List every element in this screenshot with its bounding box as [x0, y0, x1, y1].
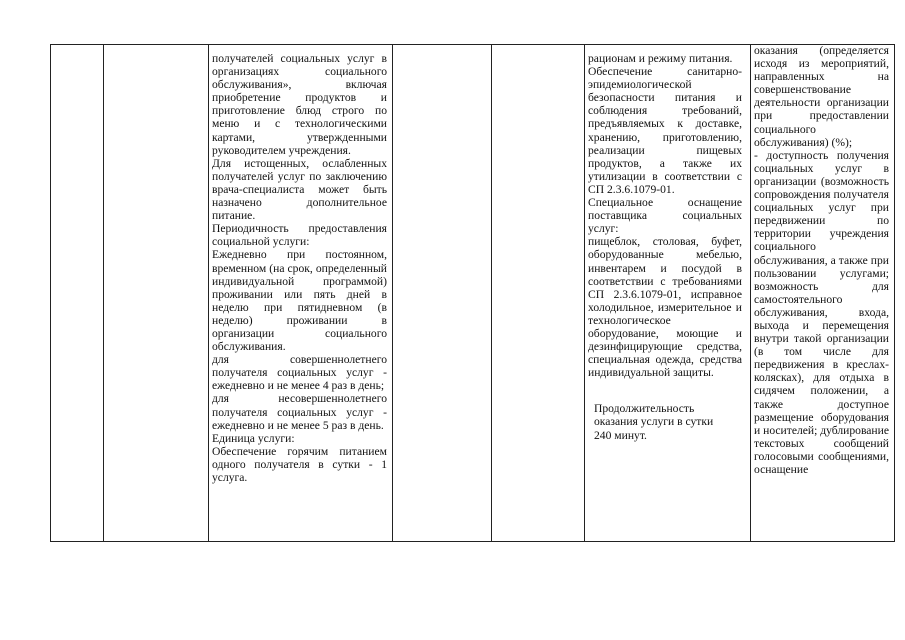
- duration-text: Продолжительность оказания услуги в сутки 240 минут.: [594, 402, 714, 442]
- column-divider-5: [584, 44, 585, 541]
- conditions-paragraph: рационам и режиму питания.: [588, 52, 733, 65]
- quality-indicators-cell: [754, 44, 889, 476]
- description-paragraph: получателей социальных услуг в организациях социального обслуживания», включая приобретение продуктов и приготовление блюд строго по меню и с технологическими картами, утвержденными руководителем учреждения.: [212, 52, 387, 157]
- periodicity-heading: Периодичность предоставления социальной услуги:: [212, 222, 387, 249]
- spacer: [588, 379, 742, 392]
- description-paragraph: Ежедневно при постоянном, временном (на срок, определенный индивидуальной программой) проживании или пять дней в неделю при пятидневном (в неделю) проживании в организации социального обслуживания.: [212, 248, 387, 354]
- service-description-cell: [212, 52, 387, 484]
- column-divider-3: [392, 44, 393, 541]
- conditions-cell: [588, 52, 742, 442]
- table-border-left: [50, 44, 51, 541]
- indicator-paragraph: - доступность получения социальных услуг в организации (возможность сопровождения получателя социальных услуг при передвижении по территории учреждения социального обслуживания, а также при пользовании услугами; возможность для самостоятельного обслуживания, входа, выхода и перемещения внутри такой организации (в том числе для передвижения в креслах-колясках), для отдыха в сидячем положении, а также доступное размещение оборудования и носителей; дублирование текстовых сообщений голосовыми сообщениями, оснащение: [754, 148, 889, 476]
- column-divider-4: [491, 44, 492, 541]
- column-divider-2: [208, 44, 209, 541]
- conditions-paragraph: Обеспечение санитарно-эпидемиологической безопасности питания и соблюдения требований, предъявляемых к доставке, хранению, приготовлению, реализации пищевых продуктов, а также их утилизации в соответствии с СП 2.3.6.1079-01.: [588, 65, 742, 196]
- column-divider-1: [103, 44, 104, 541]
- column-divider-6: [750, 44, 751, 541]
- description-paragraph: для несовершеннолетнего получателя социальных услуг - ежедневно и не менее 5 раз в день.: [212, 392, 387, 432]
- description-paragraph: Для истощенных, ослабленных получателей услуг по заключению врача-специалиста может быть назначено дополнительное питание.: [212, 156, 387, 223]
- equipment-heading: Специальное оснащение поставщика социальных услуг:: [588, 196, 742, 236]
- unit-heading: Единица услуги:: [212, 431, 295, 445]
- description-paragraph: для совершеннолетнего получателя социальных услуг - ежедневно и не менее 4 раз в день;: [212, 353, 387, 393]
- indicator-paragraph: оказания (определяется исходя из мероприятий, направленных на совершенствование деятельности организации при предоставлении социального обслуживания) (%);: [754, 44, 889, 149]
- description-paragraph: Обеспечение горячим питанием одного получателя в сутки - 1 услуга.: [212, 444, 387, 484]
- table-border-right: [894, 44, 895, 541]
- conditions-paragraph: пищеблок, столовая, буфет, оборудованные мебелью, инвентарем и посудой в соответствии с требованиями СП 2.3.6.1079-01, исправное холодильное, измерительное и технологическое оборудование, моющие и дезинфицирующие средства, специальная одежда, средства индивидуальной защиты.: [588, 235, 742, 380]
